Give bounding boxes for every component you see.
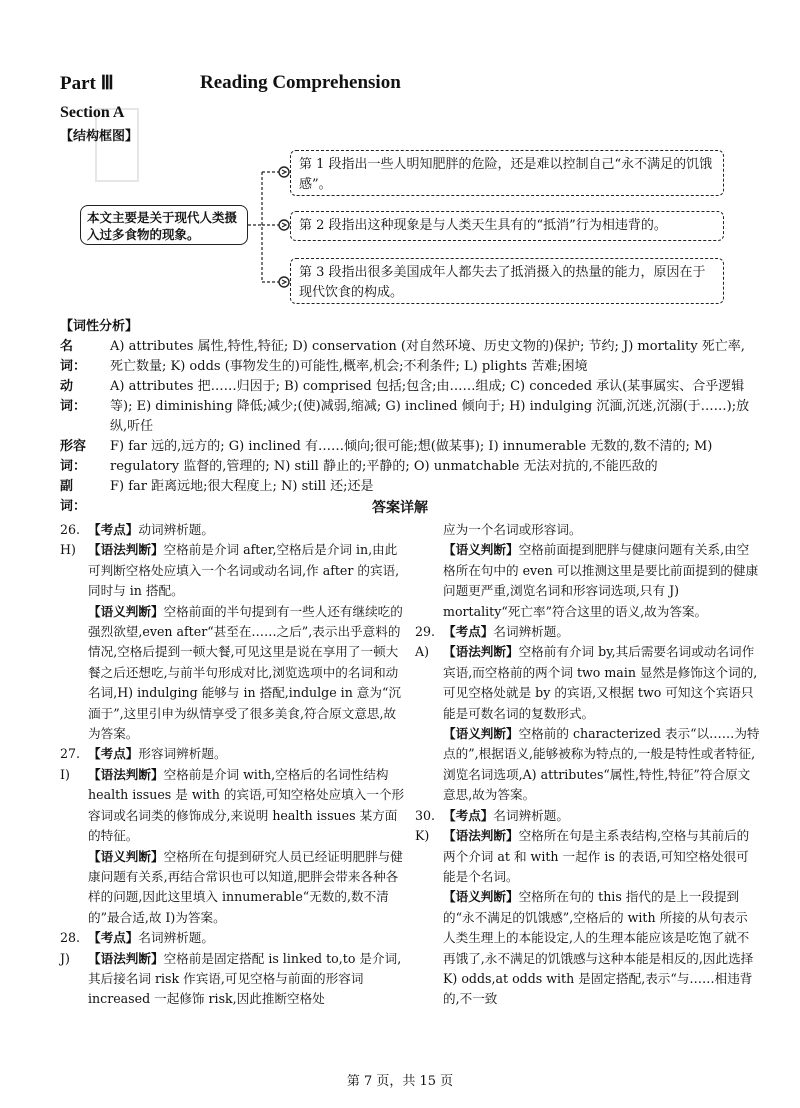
vocab-section: [60, 317, 750, 517]
answer-item: 27. 【考点】形容词辨析题。: [60, 746, 227, 762]
page-footer: 第 7 页，共 15 页: [346, 1074, 454, 1089]
paragraph-1-box: 第 1 段指出一些人明知肥胖的危险，还是难以控制自己“永不满足的饥饿感”。: [290, 150, 724, 196]
answer-item: 【语义判断】空格前面提到肥胖与健康问题有关系,由空格所在句中的 even 可以推测这里是要比前面提到的健康问题更严重,浏览名词和形容词选项,只有 J) mortality“死亡率”符合这里的语义,故为答案。: [443, 542, 759, 619]
answers-left-column: [60, 520, 405, 1010]
answer-item: J) 【语法判断】空格前是固定搭配 is linked to,to 是介词,其后接名词 risk 作宾语,可见空格与前面的形容词 increased 一起修饰 risk,因此推断空格处: [60, 950, 402, 1007]
vocab-key: 副 词：: [60, 479, 87, 514]
main-idea-box: 本文主要是关于现代人类摄入过多食物的现象。: [80, 205, 248, 245]
answer-item: 26. 【考点】动词辨析题。: [60, 522, 214, 537]
paragraph-3-box: 第 3 段指出很多美国成年人都失去了抵消摄入的热量的能力，原因在于现代饮食的构成。: [290, 258, 724, 304]
answer-item: K) 【语法判断】空格所在句是主系表结构,空格与其前后的两个介词 at 和 with 一起作 is 的表语,可知空格处很可能是个名词。: [415, 828, 750, 884]
answer-item: 29. 【考点】名词辨析题。: [415, 624, 569, 640]
part-title: Reading Comprehension: [200, 72, 401, 93]
vocab-key: 动 词：: [60, 379, 87, 414]
answer-item: 【语义判断】空格前的 characterized 表示“以……为特点的”,根据语义,能够被称为特点的,一般是特性或者特征,浏览名词选项,A) attributes“属性,特性,特征”符合原文意思,故为答案。: [443, 726, 760, 803]
answers-right-column: [415, 520, 760, 1010]
vocab-row-adjective: [60, 437, 750, 477]
answer-item: H) 【语法判断】空格前是介词 after,空格后是介词 in,由此可判断空格处应填入一个名词或动名词,作 after 的宾语,同时与 in 搭配。: [60, 542, 400, 599]
answer-item: 应为一个名词或形容词。: [443, 522, 582, 537]
vocab-text: F) far 远的,远方的; G) inclined 有……倾向;很可能;想(做某事); I) innumerable 无数的,数不清的; M) regulatory 监督的,管理的; N) still 静止的;平静的; O) unmatchable 无法对抗的,不能匹敌的: [110, 439, 713, 474]
answer-item: 【语义判断】空格前面的半句提到有一些人还有继续吃的强烈欲望,even after“甚至在……之后”,表示出乎意料的情况,空格后提到一顿大餐,可见这里是说在享用了一顿大餐之后还想吃,与前半句形成对比,浏览选项中的名词和动名词,H) indulging 能够与 in 搭配,indulge in 意为“沉湎于”,这里引申为纵情享受了很多美食,符合原文意思,故为答案。: [88, 603, 403, 742]
section-title: Section A: [60, 104, 125, 121]
vocab-key: 名 词：: [60, 339, 87, 374]
paragraph-2-box: 第 2 段指出这种现象是与人类天生具有的“抵消”行为相违背的。: [290, 211, 724, 241]
vocab-text: F) far 距离远地;很大程度上; N) still 还;还是: [110, 479, 374, 494]
answer-item: A) 【语法判断】空格前有介词 by,其后需要名词或动名词作宾语,而空格前的两个词 two main 显然是修饰这个词的,可见空格处就是 by 的宾语,又根据 two 可知这个宾语只能是可数名词的复数形式。: [415, 644, 758, 721]
vocab-text: A) attributes 把……归因于; B) comprised 包括;包含;由……组成; C) conceded 承认(某事属实、合乎逻辑等); E) diminishing 降低;减少;(使)减弱,缩减; G) inclined 倾向于; H) indulging 沉湎,沉迷,沉溺(于……);放纵,听任: [110, 379, 750, 434]
answer-item: 【语义判断】空格所在句提到研究人员已经证明肥胖与健康问题有关系,再结合常识也可以知道,肥胖会带来各种各样的问题,因此这里填入 innumerable“无数的,数不清的”最合适,故 I)为答案。: [88, 848, 403, 925]
vocab-key: 形容词：: [60, 439, 87, 474]
vocab-row-verb: [60, 377, 750, 437]
vocab-row-noun: [60, 337, 750, 377]
structure-header: 【结构框图】: [60, 129, 139, 144]
answer-item: I) 【语法判断】空格前是介词 with,空格后的名词性结构 health issues 是 with 的宾语,可知空格处应填入一个形容词或名词类的修饰成分,来说明 health issues 某方面的特征。: [60, 766, 405, 844]
answer-item: 【语义判断】空格所在句的 this 指代的是上一段提到的“永不满足的饥饿感”,空格后的 with 所接的从句表示人类生理上的本能设定,人的生理本能应该是吃饱了就不再饿了,永不满足的饥饿感与这种本能是相反的,因此选择 K) odds,at odds with 是固定搭配,表示“与……相违背的,不一致: [443, 889, 754, 1007]
answers-title: 答案详解: [372, 500, 428, 516]
answer-item: 30. 【考点】名词辨析题。: [415, 807, 569, 823]
vocab-header: 【词性分析】: [60, 319, 139, 334]
vocab-text: A) attributes 属性,特性,特征; D) conservation (对自然环境、历史文物的)保护; 节约; J) mortality 死亡率,死亡数量; K) odds (事物发生的)可能性,概率,机会;不利条件; L) plights 苦难;困境: [110, 339, 745, 374]
answer-item: 28. 【考点】名词辨析题。: [60, 930, 214, 946]
part-label: Part Ⅲ: [60, 73, 114, 94]
